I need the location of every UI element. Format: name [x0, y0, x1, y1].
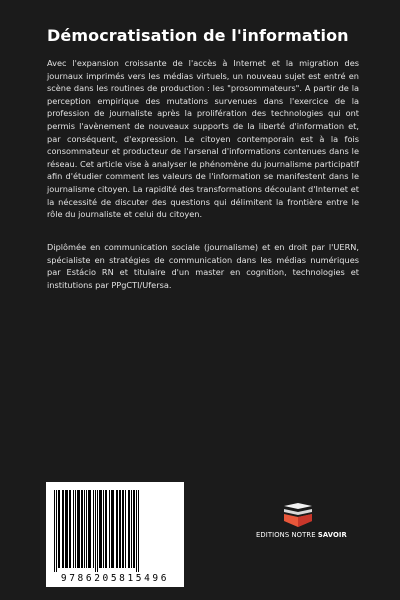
barcode-bar: [105, 490, 107, 568]
barcode-bar: [54, 490, 55, 572]
barcode-bar: [119, 490, 121, 568]
barcode-bar: [136, 490, 137, 572]
barcode-bar: [73, 490, 74, 568]
barcode-bar: [86, 490, 87, 568]
barcode-bar: [116, 490, 118, 568]
barcode-bar: [93, 490, 94, 568]
barcode-bar: [103, 490, 104, 568]
barcode-bar: [111, 490, 114, 568]
barcode-bars: [46, 482, 184, 574]
barcode-bar: [109, 490, 110, 568]
book-title: Démocratisation de l'information: [47, 26, 349, 45]
barcode-bar: [95, 490, 96, 572]
book-abstract: Avec l'expansion croissante de l'accès à Internet et la migration des journaux imprimés vers les médias virtuels, un nouveau sujet est entré en scène dans les routines de production : les "prosommateurs". A partir de la perception empirique des mutations survenues dans l'exercice de la profession de journaliste après la prolifération des technologies qui ont permis l'avènement de nouveaux supports de la liberté d'information et, par conséquent, d'expression. Le citoyen contemporain est à la fois consommateur et producteur de l'arsenal d'informations contenues dans le réseau. Cet article vise à analyser le phénomène du journalisme participatif afin d'étudier comment les valeurs de l'information se manifestent dans le journalisme citoyen. La rapidité des transformations découlant d'Internet et la nécessité de discuter des questions qui délimitent la frontière entre le rôle du journaliste et celui du citoyen.: [47, 58, 359, 220]
barcode-bar: [58, 490, 60, 568]
publisher-name: [256, 531, 347, 539]
publisher-block: [256, 502, 347, 539]
barcode-bar: [125, 490, 126, 568]
isbn-number: 9786205815496: [60, 573, 170, 584]
barcode-bar: [97, 490, 98, 572]
publisher-name-prefix: EDITIONS NOTRE: [256, 531, 318, 539]
barcode-bar: [69, 490, 71, 568]
barcode-bar: [77, 490, 80, 568]
barcode-bar: [62, 490, 64, 568]
barcode-bar: [122, 490, 124, 568]
barcode-bar: [88, 490, 91, 568]
author-bio: Diplômée en communication sociale (journalisme) et en droit par l'UERN, spécialiste en stratégies de communication dans les médias numériques par Estácio RN et titulaire d'un master en cognition, technologies et institutions par PPgCTI/Ufersa.: [47, 242, 359, 290]
barcode-bar: [75, 490, 76, 568]
barcode-bar: [138, 490, 139, 572]
barcode-bar: [81, 490, 83, 568]
barcode-bar: [65, 490, 68, 568]
barcode-bar: [56, 490, 57, 572]
barcode-bar: [133, 490, 135, 568]
barcode-bar: [131, 490, 132, 568]
barcode-bar: [84, 490, 85, 568]
publisher-name-emphasis: SAVOIR: [317, 531, 347, 539]
isbn-barcode: [46, 482, 184, 587]
barcode-bar: [99, 490, 102, 568]
publisher-logo-icon: [281, 502, 315, 528]
barcode-bar: [128, 490, 130, 568]
